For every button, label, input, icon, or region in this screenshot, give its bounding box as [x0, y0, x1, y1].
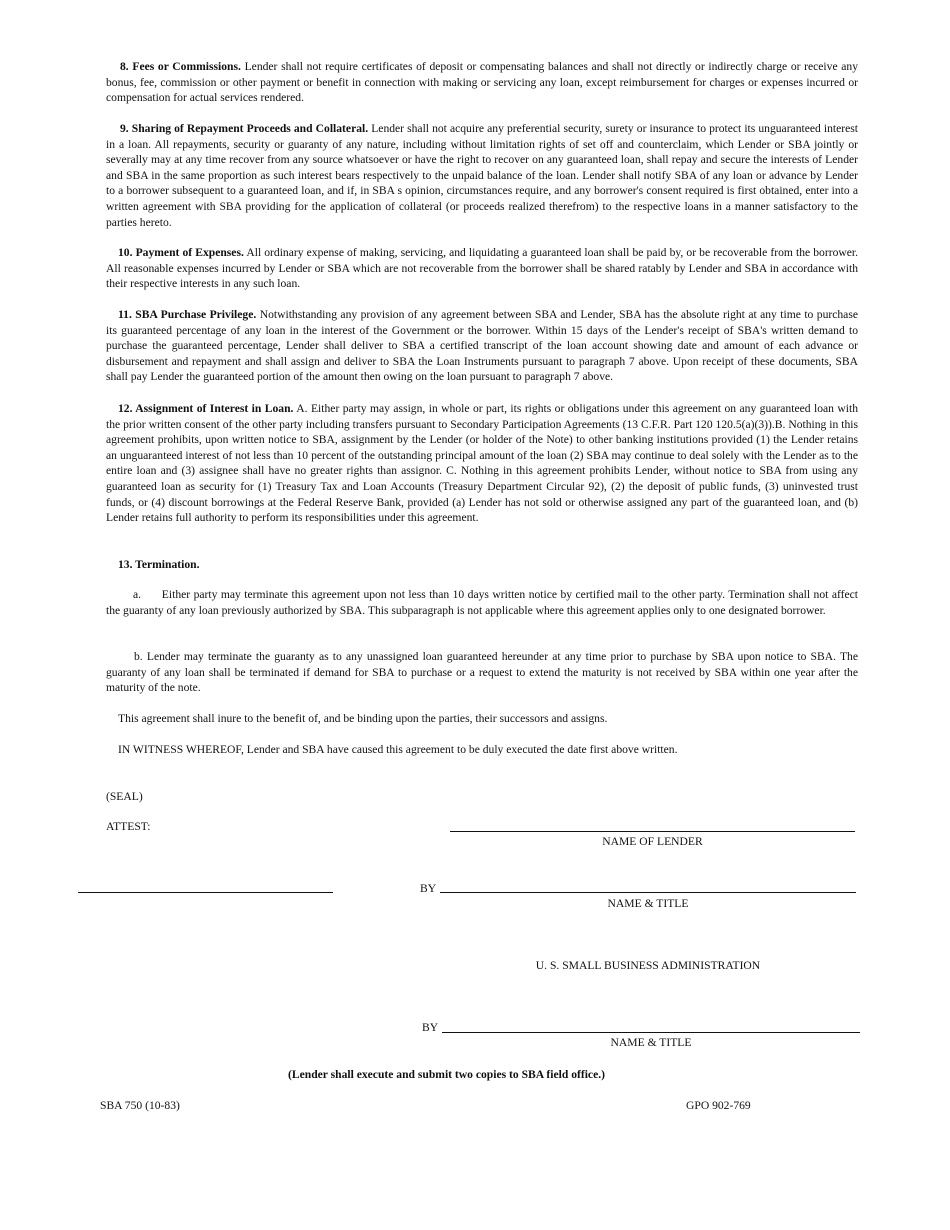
attest-label: ATTEST:	[106, 820, 151, 833]
witness-clause: IN WITNESS WHEREOF, Lender and SBA have caused this agreement to be duly executed the date first above written.	[118, 743, 678, 756]
section-8-heading: 8. Fees or Commissions.	[120, 60, 241, 73]
section-9	[106, 121, 858, 230]
name-title-label-1: NAME & TITLE	[607, 897, 689, 910]
form-number: SBA 750 (10-83)	[100, 1099, 180, 1112]
section-11	[106, 307, 858, 385]
section-8-body: Lender shall not require certificates of deposit or compensating balances and shall not directly or indirectly charge or receive any bonus, fee, commission or other payment or benefit in connection with making or servicing any loan, except reimbursement for charges or expenses incurred or compensation for actual services rendered.	[106, 60, 858, 105]
lender-by-signature-line[interactable]	[440, 892, 856, 893]
name-title-label-2: NAME & TITLE	[610, 1036, 692, 1049]
section-9-heading: 9. Sharing of Repayment Proceeds and Collateral.	[120, 122, 369, 135]
section-13-a-label: a.	[133, 588, 142, 601]
section-13-b: b. Lender may terminate the guaranty as to any unassigned loan guaranteed hereunder at any time prior to purchase by SBA upon notice to SBA. The guaranty of any loan shall be terminated if demand for SBA to purchase or a request to extend the maturity is not received by SBA within one year after the maturity of the note.	[106, 650, 858, 695]
seal-label: (SEAL)	[106, 790, 143, 803]
section-13-heading: 13. Termination.	[118, 558, 200, 571]
section-13-a-body: Either party may terminate this agreement upon not less than 10 days written notice by certified mail to the other party. Termination shall not affect the guaranty of any loan previously authorized by SBA. This subparagraph is not applicable where this agreement applies only to one designated borrower.	[106, 588, 858, 617]
section-11-body: Notwithstanding any provision of any agreement between SBA and Lender, SBA has the absolute right at any time to purchase its guaranteed percentage of any loan in the interest of the Government or the borrower. Within 15 days of the Lender's receipt of SBA's written demand to purchase the guaranteed percentage, Lender shall deliver to SBA a certified transcript of the loan account showing date and amount of each advance or disbursement and repayment and shall assign and deliver to SBA the Loan Instruments pursuant to paragraph 7 above. Upon receipt of these documents, SBA shall pay Lender the guaranteed portion of the amount then owing on the loan pursuant to paragraph 7 above.	[106, 308, 858, 384]
by-label-2: BY	[422, 1021, 439, 1034]
section-11-heading: 11. SBA Purchase Privilege.	[118, 308, 257, 321]
section-9-body: Lender shall not acquire any preferential security, surety or insurance to protect its unguaranteed interest in a loan. All repayments, security or guaranty of any nature, including without limitation rights of set off and counterclaim, which Lender or SBA jointly or severally may at any time recover from any source whatsoever or have the right to recover on any guaranteed loan, shall repay and secure the interests of Lender and SBA in the same proportion as such interest bears respectively to the unpaid balance of the loan. Lender shall notify SBA of any loan or advance by Lender to a borrower subsequent to a guaranteed loan, and if, in SBA s opinion, circumstances require, and any borrower's consent required is first obtained, enter into a written agreement with SBA providing for the application of collateral (or proceeds realized therefrom) to the respective loans in a manner satisfactory to the parties hereto.	[106, 122, 858, 229]
section-12-heading: 12. Assignment of Interest in Loan.	[118, 402, 294, 415]
gpo-number: GPO 902-769	[686, 1099, 751, 1112]
agency-name: U. S. SMALL BUSINESS ADMINISTRATION	[535, 959, 761, 972]
name-of-lender-label: NAME OF LENDER	[602, 835, 703, 848]
submission-instruction: (Lender shall execute and submit two copies to SBA field office.)	[288, 1068, 605, 1081]
sba-by-signature-line[interactable]	[442, 1032, 860, 1033]
section-12-body: A. Either party may assign, in whole or part, its rights or obligations under this agreement on any guaranteed loan with the prior written consent of the other party including transfers pursuant to Secondary Participation Agreements (13 C.F.R. Part 120 120.5(a)(3)).B. Nothing in this agreement prohibits, upon written notice to SBA, assignment by the Lender (or holder of the Note) to other banking institutions provided (1) the Lender retains an unguaranteed interest of not less than 10 percent of the outstanding principal amount of the loan (2) SBA may continue to deal solely with the Lender as to the entire loan and (3) assignee shall have no greater rights than assignor. C. Nothing in this agreement prohibits Lender, without notice to SBA from using any guaranteed loan as security for (1) Treasury Tax and Loan Accounts (Treasury Department Circular 92), (2) the deposit of public funds, (3) uninvested trust funds, or (4) discount borrowings at the Federal Reserve Bank, provided (a) Lender has not sold or otherwise assigned any part of the guaranteed loan, and (b) Lender retains full authority to perform its responsibilities under this agreement.	[106, 402, 858, 525]
section-12	[106, 401, 858, 526]
section-8	[106, 59, 858, 106]
section-10	[106, 245, 858, 292]
section-13-a	[106, 587, 858, 618]
inure-clause: This agreement shall inure to the benefit of, and be binding upon the parties, their successors and assigns.	[118, 712, 608, 725]
section-10-body: All ordinary expense of making, servicing, and liquidating a guaranteed loan shall be paid by, or be recoverable from the borrower. All reasonable expenses incurred by Lender or SBA which are not recoverable from the borrower shall be shared ratably by Lender and SBA in accordance with their respective interests in any such loan.	[106, 246, 859, 291]
attest-signature-line[interactable]	[78, 892, 333, 893]
lender-signature-line[interactable]	[450, 831, 855, 832]
section-10-heading: 10. Payment of Expenses.	[118, 246, 244, 259]
by-label-1: BY	[420, 882, 437, 895]
